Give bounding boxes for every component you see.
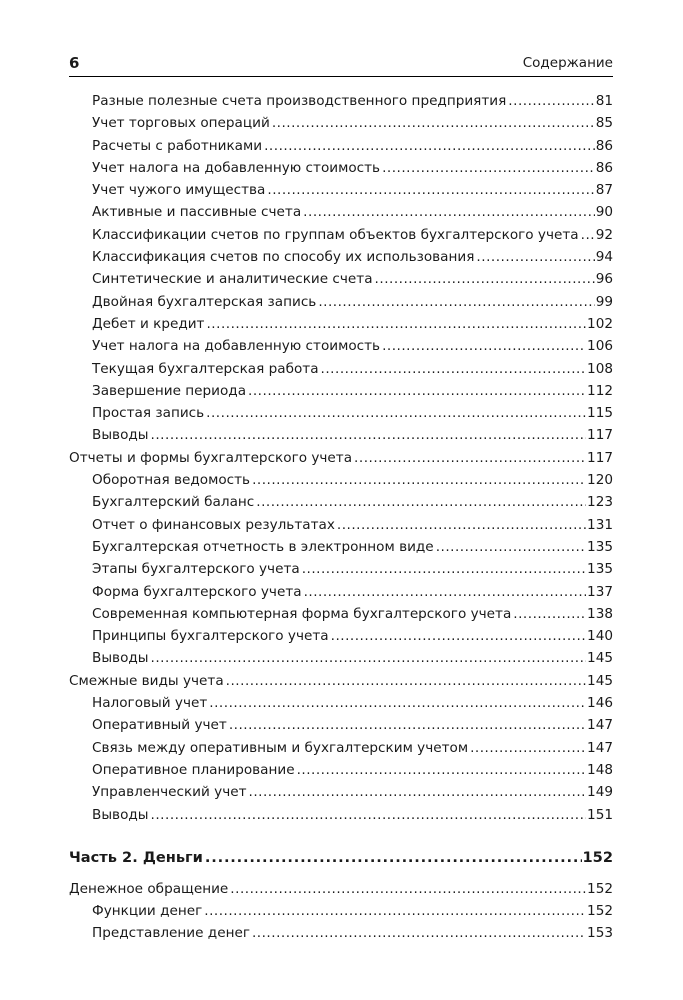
toc-leader-dots <box>151 650 587 666</box>
toc-leader-dots <box>436 539 586 555</box>
toc-leader-dots <box>267 182 594 198</box>
toc-entry-page: 147 <box>587 739 613 756</box>
toc-entry-title: Оперативное планирование <box>92 761 295 778</box>
toc-leader-dots <box>470 740 586 756</box>
table-of-contents <box>69 93 613 948</box>
toc-leader-dots <box>297 762 586 778</box>
toc-entry[interactable] <box>69 517 613 539</box>
toc-entry-page: 147 <box>587 717 613 734</box>
toc-leader-dots <box>209 695 586 711</box>
toc-entry-page: 94 <box>595 249 613 266</box>
toc-entry-title: Двойная бухгалтерская запись <box>92 293 317 310</box>
toc-entry-page: 123 <box>587 494 613 511</box>
toc-leader-dots <box>476 249 594 265</box>
toc-entry[interactable] <box>69 584 613 606</box>
toc-entry-page: 138 <box>587 605 613 622</box>
toc-entry-page: 152 <box>587 903 613 920</box>
toc-entry[interactable] <box>69 762 613 784</box>
toc-entry-page: 117 <box>587 427 613 444</box>
toc-entry[interactable] <box>69 338 613 360</box>
toc-entry[interactable] <box>69 427 613 449</box>
toc-leader-dots <box>337 517 586 533</box>
toc-leader-dots <box>252 925 586 941</box>
toc-entry-title: Выводы <box>92 650 149 667</box>
toc-entry-page: 117 <box>587 449 613 466</box>
toc-leader-dots <box>249 784 587 800</box>
toc-entry-title: Учет налога на добавленную стоимость <box>92 159 381 176</box>
toc-entry-page: 135 <box>587 538 613 555</box>
toc-entry-title: Этапы бухгалтерского учета <box>92 561 300 578</box>
toc-leader-dots <box>331 628 586 644</box>
toc-entry-page: 151 <box>587 806 613 823</box>
toc-entry[interactable] <box>69 160 613 182</box>
toc-entry-title: Учет торговых операций <box>92 115 270 132</box>
toc-entry[interactable] <box>69 93 613 115</box>
toc-entry-title: Синтетические и аналитические счета <box>92 271 373 288</box>
toc-leader-dots <box>272 115 595 131</box>
toc-entry-title: Бухгалтерская отчетность в электронном виде <box>92 538 434 555</box>
toc-entry[interactable] <box>69 925 613 947</box>
toc-entry-title: Выводы <box>92 806 149 823</box>
toc-leader-dots <box>318 294 594 310</box>
toc-entry-page: 145 <box>587 672 613 689</box>
toc-leader-dots <box>226 673 586 689</box>
toc-entry[interactable] <box>69 628 613 650</box>
toc-entry[interactable] <box>69 115 613 137</box>
toc-entry[interactable] <box>69 740 613 762</box>
toc-entry-page: 149 <box>587 784 613 801</box>
toc-entry-page: 81 <box>595 93 613 109</box>
toc-leader-dots <box>252 472 586 488</box>
toc-leader-dots <box>256 494 586 510</box>
toc-entry-title: Современная компьютерная форма бухгалтерского учета <box>92 605 512 622</box>
toc-entry-title: Отчет о финансовых результатах <box>92 516 335 533</box>
toc-leader-dots <box>354 450 586 466</box>
toc-entry-title: Денежное обращение <box>69 880 229 897</box>
toc-entry-page: 115 <box>587 405 613 422</box>
toc-entry[interactable] <box>69 271 613 293</box>
toc-part-title: Часть 2. Деньги <box>69 848 203 866</box>
toc-entry-title: Представление денег <box>92 925 250 942</box>
toc-leader-dots <box>229 717 586 733</box>
toc-entry-title: Простая запись <box>92 405 205 422</box>
toc-entry-page: 96 <box>595 271 613 288</box>
toc-entry-title: Учет чужого имущества <box>92 182 266 199</box>
toc-entry-title: Налоговый учет <box>92 695 208 712</box>
toc-leader-dots <box>581 227 595 243</box>
toc-entry[interactable] <box>69 249 613 271</box>
toc-entry-title: Разные полезные счета производственного предприятия <box>92 93 507 109</box>
toc-entry-page: 146 <box>587 695 613 712</box>
toc-entry-page: 86 <box>595 137 613 154</box>
toc-entry-title: Выводы <box>92 427 149 444</box>
toc-entry[interactable] <box>69 539 613 561</box>
toc-entry-page: 120 <box>587 472 613 489</box>
toc-entry-title: Связь между оперативным и бухгалтерским учетом <box>92 739 469 756</box>
toc-group-a <box>69 93 613 450</box>
toc-leader-dots <box>375 271 595 287</box>
running-title: Содержание <box>522 55 613 71</box>
toc-entry-page: 86 <box>595 159 613 176</box>
toc-entry[interactable] <box>69 182 613 204</box>
toc-entry[interactable] <box>69 494 613 516</box>
toc-section-money-circulation[interactable] <box>69 881 613 903</box>
toc-entry[interactable] <box>69 138 613 160</box>
toc-entry[interactable] <box>69 807 613 829</box>
toc-entry-page: 106 <box>587 338 613 355</box>
toc-leader-dots <box>382 160 595 176</box>
toc-entry-page: 153 <box>587 925 613 942</box>
toc-entry-title: Управленческий учет <box>92 784 247 801</box>
toc-section-related[interactable] <box>69 673 613 695</box>
toc-entry-page: 99 <box>595 293 613 310</box>
toc-leader-dots <box>508 93 594 109</box>
toc-entry[interactable] <box>69 204 613 226</box>
toc-group-d <box>69 903 613 948</box>
toc-part-heading[interactable] <box>69 849 613 873</box>
toc-entry[interactable] <box>69 784 613 806</box>
toc-entry[interactable] <box>69 316 613 338</box>
toc-entry-title: Завершение периода <box>92 382 247 399</box>
toc-entry-page: 87 <box>595 182 613 199</box>
toc-entry-page: 152 <box>587 880 613 897</box>
toc-entry-title: Бухгалтерский баланс <box>92 494 255 511</box>
toc-entry-title: Дебет и кредит <box>92 315 205 332</box>
toc-entry[interactable] <box>69 695 613 717</box>
toc-entry-page: 148 <box>587 761 613 778</box>
toc-entry[interactable] <box>69 383 613 405</box>
toc-entry[interactable] <box>69 227 613 249</box>
toc-leader-dots <box>304 584 586 600</box>
toc-leader-dots <box>206 405 586 421</box>
toc-part-page: 152 <box>582 848 613 866</box>
toc-entry-page: 92 <box>595 226 613 243</box>
toc-leader-dots <box>382 338 586 354</box>
toc-entry-title: Классификация счетов по способу их использования <box>92 249 475 266</box>
toc-leader-dots <box>205 849 582 866</box>
toc-entry-page: 108 <box>587 360 613 377</box>
toc-entry-page: 140 <box>587 628 613 645</box>
toc-entry-page: 137 <box>587 583 613 600</box>
toc-entry[interactable] <box>69 294 613 316</box>
toc-entry-page: 112 <box>587 382 613 399</box>
toc-entry[interactable] <box>69 606 613 628</box>
toc-entry-title: Смежные виды учета <box>69 672 224 689</box>
toc-leader-dots <box>264 138 595 154</box>
toc-entry-title: Форма бухгалтерского учета <box>92 583 302 600</box>
toc-group-c <box>69 695 613 829</box>
toc-leader-dots <box>151 807 587 823</box>
toc-entry[interactable] <box>69 561 613 583</box>
page-header <box>69 52 613 77</box>
toc-entry[interactable] <box>69 361 613 383</box>
toc-leader-dots <box>206 316 586 332</box>
toc-entry-title: Оборотная ведомость <box>92 472 251 489</box>
toc-entry-page: 90 <box>595 204 613 221</box>
toc-entry-title: Активные и пассивные счета <box>92 204 302 221</box>
toc-entry-title: Отчеты и формы бухгалтерского учета <box>69 449 353 466</box>
toc-leader-dots <box>302 561 586 577</box>
toc-section-reports[interactable] <box>69 450 613 472</box>
toc-entry-title: Функции денег <box>92 903 203 920</box>
toc-entry-page: 102 <box>587 315 613 332</box>
toc-entry-page: 85 <box>595 115 613 132</box>
toc-entry-title: Расчеты с работниками <box>92 137 263 154</box>
toc-leader-dots <box>321 361 587 377</box>
toc-entry-title: Оперативный учет <box>92 717 227 734</box>
toc-entry[interactable] <box>69 472 613 494</box>
toc-entry[interactable] <box>69 717 613 739</box>
toc-entry-title: Принципы бухгалтерского учета <box>92 628 329 645</box>
toc-group-b <box>69 472 613 673</box>
toc-leader-dots <box>204 903 586 919</box>
toc-entry-page: 131 <box>587 516 613 533</box>
toc-entry-title: Классификации счетов по группам объектов бухгалтерского учета <box>92 226 579 243</box>
toc-leader-dots <box>303 204 595 220</box>
toc-entry-page: 135 <box>587 561 613 578</box>
toc-leader-dots <box>151 427 587 443</box>
toc-entry-title: Текущая бухгалтерская работа <box>92 360 319 377</box>
toc-leader-dots <box>248 383 586 399</box>
toc-entry[interactable] <box>69 405 613 427</box>
toc-leader-dots <box>230 881 586 897</box>
toc-entry[interactable] <box>69 903 613 925</box>
toc-entry-title: Учет налога на добавленную стоимость <box>92 338 381 355</box>
toc-entry[interactable] <box>69 650 613 672</box>
toc-leader-dots <box>513 606 586 622</box>
toc-entry-page: 145 <box>587 650 613 667</box>
page-number: 6 <box>69 54 80 72</box>
